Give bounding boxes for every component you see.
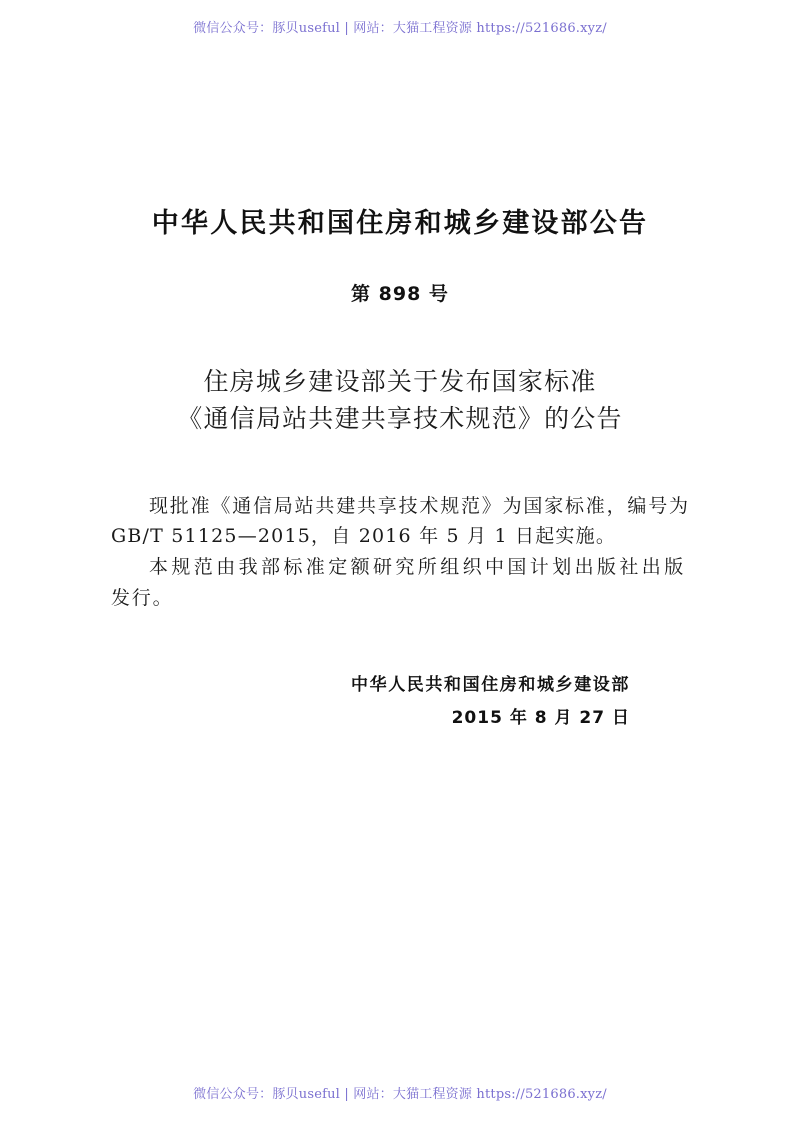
paragraph-2-line-2: 发行。 xyxy=(111,587,174,609)
notice-title-line-1: 住房城乡建设部关于发布国家标准 xyxy=(203,367,597,396)
watermark-bottom: 微信公众号：豚贝useful | 网站：大猫工程资源 https://521686.xyz/ xyxy=(193,1087,607,1102)
announcement-number: 第 898 号 xyxy=(351,283,449,305)
signature-organization: 中华人民共和国住房和城乡建设部 xyxy=(351,675,630,695)
signature-date: 2015 年 8 月 27 日 xyxy=(451,708,630,728)
paragraph-2-line-1: 本规范由我部标准定额研究所组织中国计划出版社出版 xyxy=(149,556,687,578)
page-title: 中华人民共和国住房和城乡建设部公告 xyxy=(151,208,649,239)
paragraph-1-line-2: GB/T 51125—2015，自 2016 年 5 月 1 日起实施。 xyxy=(111,525,617,547)
paragraph-1-line-1: 现批准《通信局站共建共享技术规范》为国家标准，编号为 xyxy=(149,495,690,517)
watermark-top: 微信公众号：豚贝useful | 网站：大猫工程资源 https://521686.xyz/ xyxy=(193,21,607,36)
notice-title-line-2: 《通信局站共建共享技术规范》的公告 xyxy=(177,404,623,433)
